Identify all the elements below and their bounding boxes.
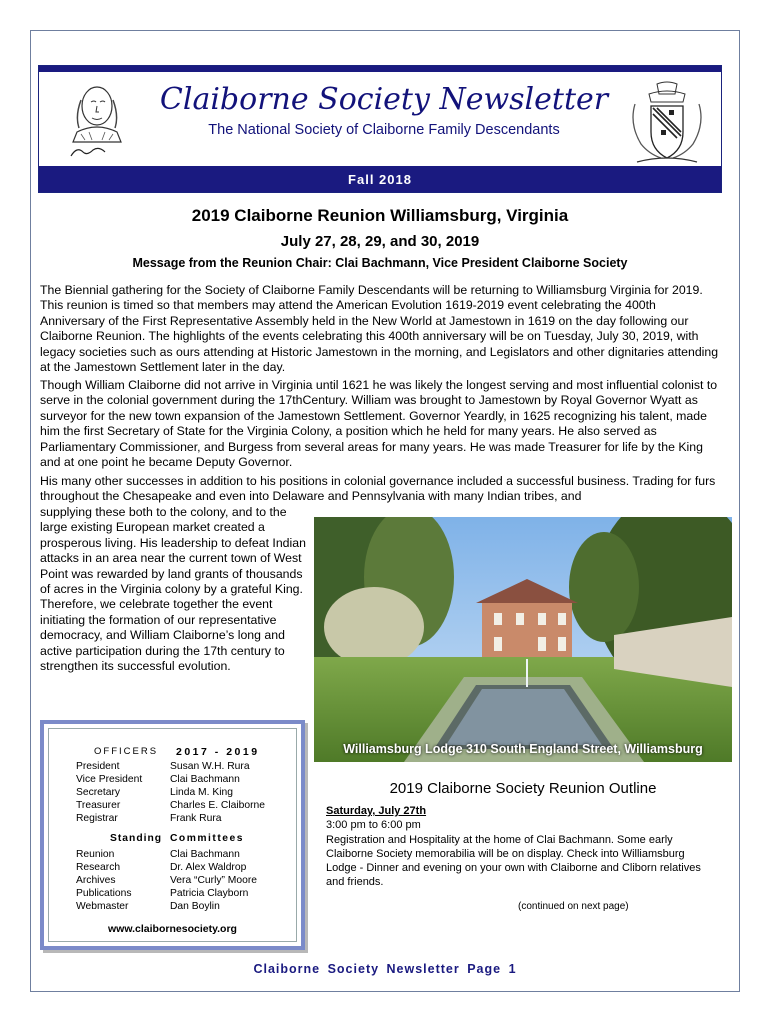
officer-name: Susan W.H. Rura	[170, 761, 250, 772]
officer-name: Frank Rura	[170, 813, 222, 824]
page-footer: Claiborne Society Newsletter Page 1	[253, 962, 517, 976]
officer-role: Treasurer	[76, 800, 121, 811]
officer-name: Linda M. King	[170, 787, 233, 798]
coat-of-arms-icon	[627, 80, 707, 166]
message-heading: Message from the Reunion Chair: Clai Bachmann, Vice President Claiborne Society	[132, 256, 628, 270]
williamsburg-lodge-photo	[314, 517, 732, 762]
masthead	[38, 65, 722, 193]
garden-scene-image	[314, 517, 732, 762]
reunion-dates: July 27, 28, 29, and 30, 2019	[280, 233, 480, 250]
outline-day: Saturday, July 27th	[326, 805, 427, 817]
headline: 2019 Claiborne Reunion Williamsburg, Virginia	[191, 206, 569, 225]
issue-label: Fall 2018	[348, 171, 412, 187]
committee-role: Research	[76, 862, 121, 873]
officer-role: Secretary	[76, 787, 121, 798]
committee-role: Webmaster	[76, 901, 129, 912]
committee-chair: Dan Boylin	[170, 901, 220, 912]
paragraph-successes-lead: His many other successes in addition to his positions in colonial governance included a successful business. Trading for furs throughout the Chesapeake and even into Delaware and Pennsylvania with many Indian tribes, and	[40, 474, 716, 504]
officers-years: 2017 - 2019	[176, 746, 260, 758]
outline-time: 3:00 pm to 6:00 pm	[326, 819, 421, 831]
committee-role: Publications	[76, 888, 132, 899]
issue-band	[39, 166, 721, 192]
officer-role: Vice President	[76, 774, 143, 785]
officers-heading: OFFICERS	[94, 746, 159, 757]
committees-heading-2: Committees	[170, 833, 244, 844]
committee-chair: Vera “Curly” Moore	[170, 875, 257, 886]
continued-note: (continued on next page)	[518, 901, 629, 912]
portrait-engraving-icon	[51, 76, 143, 162]
officers-box	[40, 720, 305, 950]
society-website-link[interactable]: www.claibornesociety.org	[108, 923, 237, 935]
officer-name: Clai Bachmann	[170, 774, 240, 785]
committee-role: Archives	[76, 875, 116, 886]
outline-title: 2019 Claiborne Society Reunion Outline	[389, 780, 657, 797]
paragraph-reunion: The Biennial gathering for the Society of Claiborne Family Descendants will be returning to Williamsburg Virginia for 2019. This reunion is timed so that members may attend the American Evolution 1619-2019 event celebrating the 400th Anniversary of the First Representative Assembly held in the New World at Jamestown in 1619 on the day following our Claiborne Reunion. The highlights of the events celebrating this 400th anniversary will be on Tuesday, July 30, 2019, with legacy societies such as ours attending at Historic Jamestown in the morning, and Legislators and other dignitaries attending at the Jamestown Settlement later in the day.	[40, 283, 719, 375]
paragraph-successes-wrap: supplying these both to the colony, and to the large existing European market created a prosperous living. His leadership to defeat Indian attacks in an area near the current town of West Point was rewarded by land grants of thousands of acres in the Virginia colony by a grateful King. Therefore, we celebrate together the event initiating the formation of our representative democracy, and William Claiborne’s long and active participation during the 17th century to strengthen its successful evolution.	[40, 505, 306, 674]
newsletter-title: Claiborne Society Newsletter	[159, 82, 609, 117]
officer-role: Registrar	[76, 813, 118, 824]
newsletter-subtitle: The National Society of Claiborne Family Descendants	[208, 122, 560, 138]
paragraph-william-claiborne: Though William Claiborne did not arrive in Virginia until 1621 he was likely the longest serving and most influential colonist to serve in the colonial government during the 17thCentury. William was brought to Jamestown by Royal Governor Wyatt as surveyor for the new town expansion of the Jamestown Settlement. Governor Yeardly, in 1625 recognizing his talent, made him the first Secretary of State for the Virginia Colony, a position which he held for many years. He also served as Parliamentary Commissioner, and Burgess from several areas for many years. He was made Treasurer for life by the King and at one point he became Deputy Governor.	[40, 378, 718, 470]
committee-chair: Patricia Clayborn	[170, 888, 249, 899]
photo-caption: Williamsburg Lodge 310 South England Street, Williamsburg	[343, 742, 703, 756]
committee-chair: Clai Bachmann	[170, 849, 240, 860]
committee-chair: Dr. Alex Waldrop	[170, 862, 247, 873]
outline-body: Registration and Hospitality at the home of Clai Bachmann. Some early Claiborne Society memorabilia will be on display. Check into Williamsburg Lodge - Dinner and evening on your own with Claiborne and Cliborn relatives and friends.	[326, 834, 701, 888]
officer-name: Charles E. Claiborne	[170, 800, 266, 811]
masthead-top-bar	[39, 66, 721, 72]
committees-heading: Standing	[110, 833, 163, 844]
committee-role: Reunion	[76, 849, 115, 860]
officer-role: President	[76, 761, 120, 772]
